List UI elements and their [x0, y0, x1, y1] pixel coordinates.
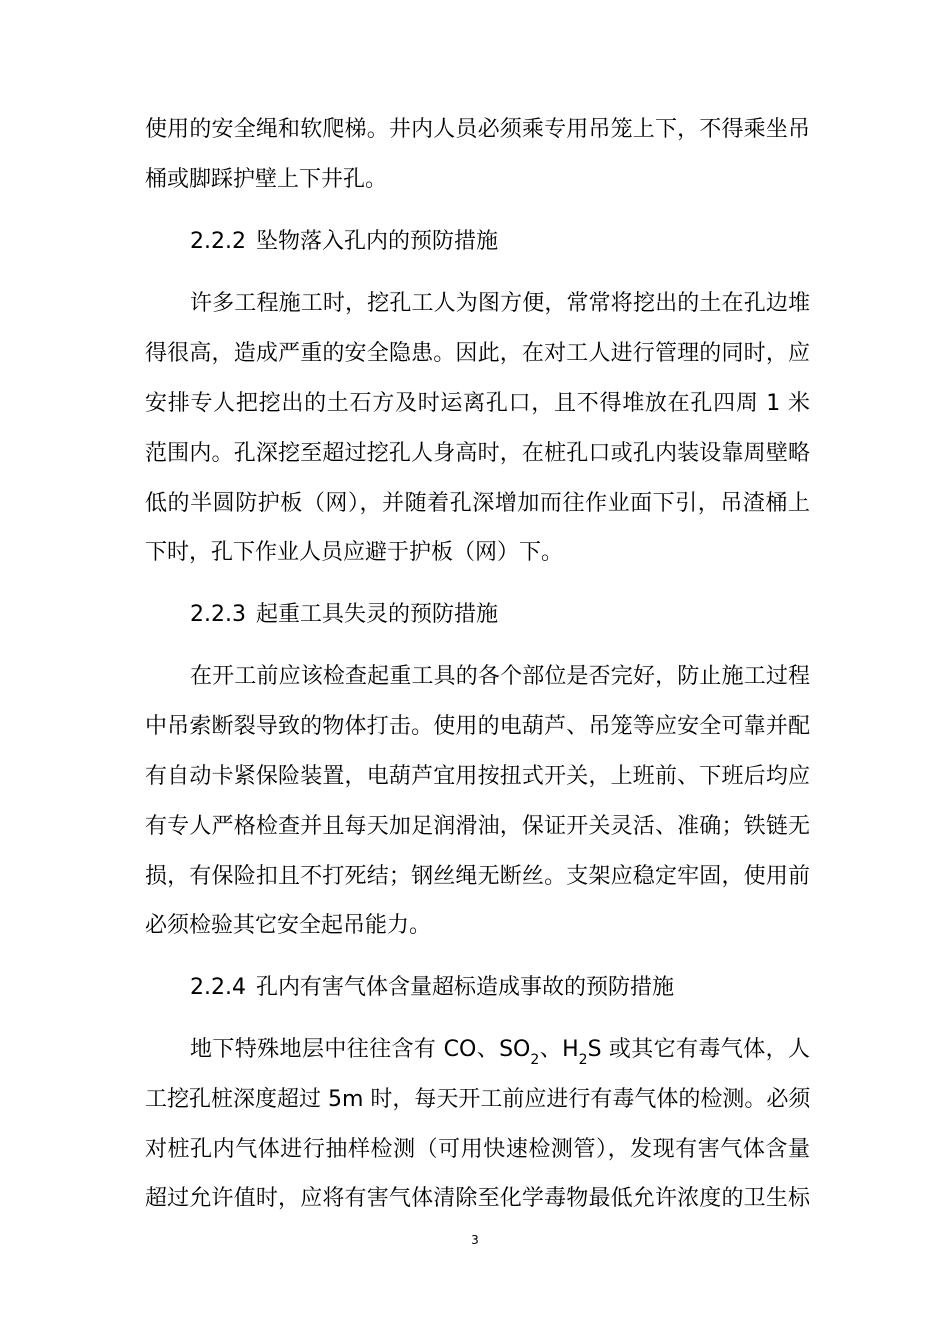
paragraph-line: 安排专人把挖出的土石方及时运离孔口，且不得堆放在孔四周 1 米 [145, 391, 810, 416]
paragraph-line: 损，有保险扣且不打死结；钢丝绳无断丝。支架应稳定牢固，使用前 [145, 864, 810, 889]
paragraph-line: 中吊索断裂导致的物体打击。使用的电葫芦、吊笼等应安全可靠并配 [145, 714, 810, 739]
section-heading-2-2-2 [190, 227, 498, 257]
paragraph-line: 在开工前应该检查起重工具的各个部位是否完好，防止施工过程 [190, 664, 810, 689]
text-fragment: S 或其它有毒气体，人 [587, 1037, 810, 1062]
paragraph-line: 工挖孔桩深度超过 5m 时，每天开工前应进行有毒气体的检测。必须 [145, 1087, 810, 1112]
paragraph-line: 有自动卡紧保险装置，电葫芦宜用按扭式开关，上班前、下班后均应 [145, 764, 810, 789]
section-title: 起重工具失灵的预防措施 [255, 602, 498, 627]
text-fragment: 地下特殊地层中往往含有 CO、SO [190, 1037, 531, 1062]
section-number: 2.2.3 [190, 602, 246, 627]
paragraph-line: 使用的安全绳和软爬梯。井内人员必须乘专用吊笼上下，不得乘坐吊 [145, 117, 810, 142]
paragraph-line: 有专人严格检查并且每天加足润滑油，保证开关灵活、准确；铁链无 [145, 814, 810, 839]
paragraph-line: 对桩孔内气体进行抽样检测（可用快速检测管），发现有害气体含量 [145, 1137, 810, 1162]
paragraph-line: 超过允许值时，应将有害气体清除至化学毒物最低允许浓度的卫生标 [145, 1186, 810, 1211]
paragraph-line: 下时，孔下作业人员应避于护板（网）下。 [145, 540, 564, 565]
subscript: 2 [578, 1052, 588, 1065]
text-fragment: 、H [539, 1037, 579, 1062]
page-number: 3 [471, 1233, 479, 1247]
section-heading-2-2-4 [190, 973, 674, 1003]
paragraph-line: 许多工程施工时，挖孔工人为图方便，常常将挖出的土在孔边堆 [190, 291, 810, 316]
paragraph-line: 范围内。孔深挖至超过挖孔人身高时，在桩孔口或孔内装设靠周壁略 [145, 441, 810, 466]
section-number: 2.2.2 [190, 229, 246, 254]
section-heading-2-2-3 [190, 600, 498, 630]
section-title: 坠物落入孔内的预防措施 [255, 229, 498, 254]
section-title: 孔内有害气体含量超标造成事故的预防措施 [255, 975, 674, 1000]
paragraph-line: 桶或脚踩护壁上下井孔。 [145, 167, 388, 192]
section-number: 2.2.4 [190, 975, 246, 1000]
subscript: 2 [530, 1052, 540, 1065]
paragraph-line: 必须检验其它安全起吊能力。 [145, 913, 432, 938]
paragraph-line: 低的半圆防护板（网），并随着孔深增加而往作业面下引，吊渣桶上 [145, 491, 810, 516]
paragraph-line: 得很高，造成严重的安全隐患。因此，在对工人进行管理的同时，应 [145, 341, 810, 366]
paragraph-line-with-formulas [190, 1035, 810, 1065]
